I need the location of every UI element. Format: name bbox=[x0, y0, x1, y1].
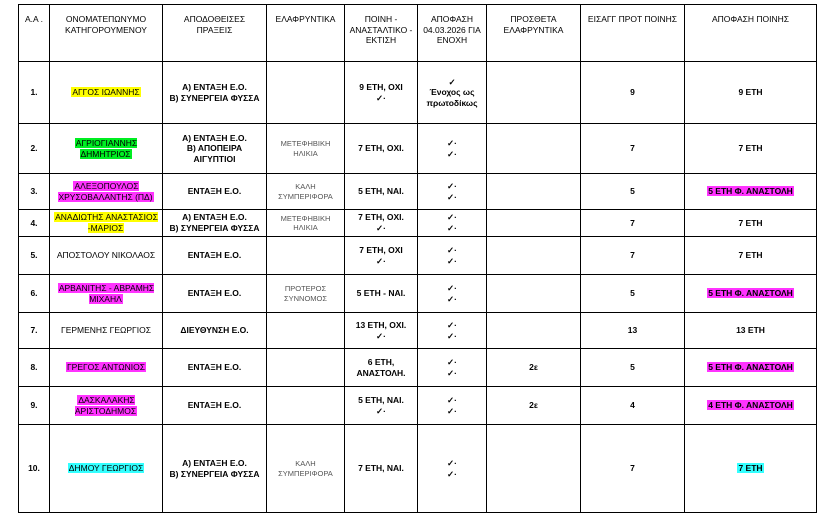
cell-acts bbox=[163, 124, 267, 174]
decision-line: ✓· bbox=[447, 282, 457, 293]
table-body bbox=[19, 62, 817, 513]
decision-line: ✓· bbox=[447, 468, 457, 479]
cell-acts bbox=[163, 210, 267, 237]
cell-penalty bbox=[345, 237, 418, 275]
act-line: ΕΝΤΑΞΗ Ε.Ο. bbox=[187, 362, 242, 373]
cell-extra bbox=[487, 124, 581, 174]
cell-aa: 1. bbox=[19, 62, 50, 124]
defendant-name: ΑΡΒΑΝΙΤΗΣ - ΑΒΡΑΜΗΣ ΜΙΧΑΗΛ bbox=[58, 282, 155, 304]
cell-penalty bbox=[345, 387, 418, 425]
table-row bbox=[19, 425, 817, 513]
cell-prosecutor: 5 bbox=[581, 174, 685, 210]
cell-mitigating: ΚΑΛΗ ΣΥΜΠΕΡΙΦΟΡΑ bbox=[267, 174, 345, 210]
header-penalty: ΠΟΙΝΗ - ΑΝΑΣΤΑΛΤΙΚΟ - ΕΚΤΙΣΗ bbox=[345, 5, 418, 62]
table-row bbox=[19, 124, 817, 174]
penalty-line: 5 ΕΤΗ, ΝΑΙ. bbox=[358, 186, 404, 197]
table-row bbox=[19, 174, 817, 210]
cell-extra bbox=[487, 237, 581, 275]
penalty-line: 7 ΕΤΗ, ΟΧΙ. bbox=[358, 212, 404, 223]
table-row bbox=[19, 387, 817, 425]
cell-final bbox=[685, 174, 817, 210]
act-line: Β) ΣΥΝΕΡΓΕΙΑ ΦΥΣΣΑ bbox=[169, 92, 260, 103]
cell-final bbox=[685, 387, 817, 425]
decision-line: ✓· bbox=[447, 405, 457, 416]
cell-extra bbox=[487, 210, 581, 237]
cell-name bbox=[50, 124, 163, 174]
cell-prosecutor: 9 bbox=[581, 62, 685, 124]
defendant-name: ΑΠΟΣΤΟΛΟΥ ΝΙΚΟΛΑΟΣ bbox=[56, 250, 156, 261]
cell-name bbox=[50, 349, 163, 387]
cell-mitigating: ΠΡΟΤΕΡΟΣ ΣΥΝΝΟΜΟΣ bbox=[267, 275, 345, 313]
penalty-line: 5 ΕΤΗ - ΝΑΙ. bbox=[356, 288, 406, 299]
cell-final bbox=[685, 425, 817, 513]
cell-decision bbox=[418, 387, 487, 425]
cell-extra bbox=[487, 425, 581, 513]
penalty-line: ✓· bbox=[376, 330, 386, 341]
cell-acts bbox=[163, 387, 267, 425]
act-line: ΕΝΤΑΞΗ Ε.Ο. bbox=[187, 288, 242, 299]
header-prosecutor: ΕΙΣΑΓΓ ΠΡΟΤ ΠΟΙΝΗΣ bbox=[581, 5, 685, 62]
decision-line: ✓· bbox=[447, 394, 457, 405]
cell-decision bbox=[418, 237, 487, 275]
cell-extra bbox=[487, 275, 581, 313]
act-line: Β) ΣΥΝΕΡΓΕΙΑ ΦΥΣΣΑ bbox=[169, 223, 260, 233]
cell-aa: 4. bbox=[19, 210, 50, 237]
defendant-name: ΑΛΕΞΟΠΟΥΛΟΣ ΧΡΥΣΟΒΑΛΑΝΤΗΣ (ΠΔ) bbox=[58, 180, 153, 202]
penalty-line: 6 ΕΤΗ, ΑΝΑΣΤΟΛΗ. bbox=[356, 356, 406, 378]
decision-line: ✓· bbox=[447, 244, 457, 255]
cell-acts bbox=[163, 425, 267, 513]
cell-final bbox=[685, 313, 817, 349]
decision-line: ✓· bbox=[447, 180, 457, 191]
decision-line: Ένοχος ως πρωτοδίκως bbox=[426, 87, 478, 108]
cell-aa: 2. bbox=[19, 124, 50, 174]
cell-aa: 5. bbox=[19, 237, 50, 275]
penalty-line: 13 ΕΤΗ, ΟΧΙ. bbox=[355, 319, 407, 330]
act-line: Α) ΕΝΤΑΞΗ Ε.Ο. bbox=[182, 132, 247, 143]
cell-prosecutor: 7 bbox=[581, 237, 685, 275]
cell-decision bbox=[418, 124, 487, 174]
table-row bbox=[19, 349, 817, 387]
decision-line: ✓ bbox=[448, 76, 456, 87]
penalty-line: 7 ΕΤΗ, ΟΧΙ. bbox=[358, 143, 404, 154]
cell-decision bbox=[418, 425, 487, 513]
cell-extra bbox=[487, 62, 581, 124]
penalty-line: ✓· bbox=[376, 223, 386, 233]
final-sentence: 7 ΕΤΗ bbox=[738, 250, 763, 261]
cell-decision bbox=[418, 275, 487, 313]
header-extra: ΠΡΟΣΘΕΤΑ ΕΛΑΦΡΥΝΤΙΚΑ bbox=[487, 5, 581, 62]
penalty-line: 9 ΕΤΗ, ΟΧΙ bbox=[359, 81, 403, 92]
act-line: Β) ΣΥΝΕΡΓΕΙΑ ΦΥΣΣΑ bbox=[169, 468, 260, 479]
cell-mitigating bbox=[267, 62, 345, 124]
cell-penalty bbox=[345, 124, 418, 174]
cell-final bbox=[685, 124, 817, 174]
cell-decision bbox=[418, 174, 487, 210]
cell-prosecutor: 7 bbox=[581, 425, 685, 513]
decision-line: ✓· bbox=[447, 223, 457, 233]
decision-line: ✓· bbox=[447, 330, 457, 341]
act-line: ΕΝΤΑΞΗ Ε.Ο. bbox=[187, 400, 242, 411]
cell-prosecutor: 5 bbox=[581, 349, 685, 387]
defendant-name: ΓΕΡΜΕΝΗΣ ΓΕΩΡΓΙΟΣ bbox=[61, 325, 151, 336]
final-sentence: 9 ΕΤΗ bbox=[738, 87, 763, 98]
cell-prosecutor: 7 bbox=[581, 210, 685, 237]
cell-aa: 3. bbox=[19, 174, 50, 210]
cell-acts bbox=[163, 275, 267, 313]
cell-penalty bbox=[345, 349, 418, 387]
cell-acts bbox=[163, 313, 267, 349]
header-row bbox=[19, 5, 817, 62]
cell-name bbox=[50, 275, 163, 313]
cell-mitigating: ΜΕΤΕΦΗΒΙΚΗ ΗΛΙΚΙΑ bbox=[267, 124, 345, 174]
cell-final bbox=[685, 62, 817, 124]
penalty-line: 5 ΕΤΗ, ΝΑΙ. bbox=[358, 394, 404, 405]
penalty-line: ✓· bbox=[376, 255, 386, 266]
final-sentence: 7 ΕΤΗ bbox=[738, 217, 763, 228]
cell-name bbox=[50, 387, 163, 425]
cell-name bbox=[50, 313, 163, 349]
defendant-name: ΑΓΓΟΣ ΙΩΑΝΝΗΣ bbox=[72, 87, 140, 98]
act-line: Α) ΕΝΤΑΞΗ Ε.Ο. bbox=[182, 81, 247, 92]
header-name: ΟΝΟΜΑΤΕΠΩΝΥΜΟ ΚΑΤΗΓΟΡΟΥΜΕΝΟΥ bbox=[50, 5, 163, 62]
cell-aa: 10. bbox=[19, 425, 50, 513]
decision-line: ✓· bbox=[447, 191, 457, 202]
decision-line: ✓· bbox=[447, 255, 457, 266]
act-line: ΔΙΕΥΘΥΝΣΗ Ε.Ο. bbox=[180, 325, 249, 336]
cell-acts bbox=[163, 62, 267, 124]
penalty-line: 7 ΕΤΗ, ΝΑΙ. bbox=[358, 463, 404, 474]
decision-line: ✓· bbox=[447, 356, 457, 367]
decision-line: ✓· bbox=[447, 212, 457, 223]
cell-prosecutor: 5 bbox=[581, 275, 685, 313]
header-mitigating: ΕΛΑΦΡΥΝΤΙΚΑ bbox=[267, 5, 345, 62]
defendant-name: ΓΡΕΓΟΣ ΑΝΤΩΝΙΟΣ bbox=[66, 362, 146, 373]
cell-mitigating bbox=[267, 313, 345, 349]
cell-acts bbox=[163, 237, 267, 275]
header-final: ΑΠΟΦΑΣΗ ΠΟΙΝΗΣ bbox=[685, 5, 817, 62]
final-sentence: 5 ΕΤΗ Φ. ΑΝΑΣΤΟΛΗ bbox=[708, 362, 793, 373]
cell-prosecutor: 4 bbox=[581, 387, 685, 425]
cell-prosecutor: 7 bbox=[581, 124, 685, 174]
defendant-name: ΔΑΣΚΑΛΑΚΗΣ ΑΡΙΣΤΟΔΗΜΟΣ bbox=[74, 394, 137, 416]
decision-line: ✓· bbox=[447, 137, 457, 148]
final-sentence: 7 ΕΤΗ bbox=[738, 463, 763, 474]
header-acts: ΑΠΟΔΟΘΕΙΣΕΣ ΠΡΑΞΕΙΣ bbox=[163, 5, 267, 62]
cell-name bbox=[50, 210, 163, 237]
cell-extra bbox=[487, 313, 581, 349]
act-line: Α) ΕΝΤΑΞΗ Ε.Ο. bbox=[182, 212, 247, 223]
decision-line: ✓· bbox=[447, 293, 457, 304]
cell-name bbox=[50, 174, 163, 210]
act-line: ΕΝΤΑΞΗ Ε.Ο. bbox=[187, 186, 242, 197]
decision-line: ✓· bbox=[447, 457, 457, 468]
act-line: ΕΝΤΑΞΗ Ε.Ο. bbox=[187, 250, 242, 261]
cell-acts bbox=[163, 349, 267, 387]
penalty-line: ✓· bbox=[376, 405, 386, 416]
table-row bbox=[19, 210, 817, 237]
act-line: Β) ΑΠΟΠΕΙΡΑ ΑΙΓΥΠΤΙΟΙ bbox=[186, 143, 243, 164]
cell-acts bbox=[163, 174, 267, 210]
cell-decision bbox=[418, 349, 487, 387]
cell-mitigating bbox=[267, 349, 345, 387]
cell-prosecutor: 13 bbox=[581, 313, 685, 349]
cell-penalty bbox=[345, 275, 418, 313]
cell-penalty bbox=[345, 425, 418, 513]
cell-penalty bbox=[345, 313, 418, 349]
cell-mitigating: ΚΑΛΗ ΣΥΜΠΕΡΙΦΟΡΑ bbox=[267, 425, 345, 513]
cell-final bbox=[685, 275, 817, 313]
cell-final bbox=[685, 210, 817, 237]
cell-name bbox=[50, 62, 163, 124]
act-line: Α) ΕΝΤΑΞΗ Ε.Ο. bbox=[182, 457, 247, 468]
final-sentence: 13 ΕΤΗ bbox=[736, 325, 765, 336]
cell-final bbox=[685, 349, 817, 387]
cell-mitigating: ΜΕΤΕΦΗΒΙΚΗ ΗΛΙΚΙΑ bbox=[267, 210, 345, 237]
final-sentence: 4 ΕΤΗ Φ. ΑΝΑΣΤΟΛΗ bbox=[708, 400, 793, 411]
cell-final bbox=[685, 237, 817, 275]
cell-aa: 7. bbox=[19, 313, 50, 349]
cell-penalty bbox=[345, 210, 418, 237]
decision-line: ✓· bbox=[447, 148, 457, 159]
decision-line: ✓· bbox=[447, 367, 457, 378]
header-decision: ΑΠΟΦΑΣΗ 04.03.2026 ΓΙΑ ΕΝΟΧΗ bbox=[418, 5, 487, 62]
cell-aa: 9. bbox=[19, 387, 50, 425]
cell-penalty bbox=[345, 174, 418, 210]
cell-penalty bbox=[345, 62, 418, 124]
cell-name bbox=[50, 425, 163, 513]
cell-extra bbox=[487, 174, 581, 210]
cell-decision bbox=[418, 313, 487, 349]
table-row bbox=[19, 313, 817, 349]
cell-decision bbox=[418, 62, 487, 124]
table-row bbox=[19, 62, 817, 124]
cell-extra: 2ε bbox=[487, 349, 581, 387]
cell-mitigating bbox=[267, 387, 345, 425]
header-aa: Α.Α . bbox=[19, 5, 50, 62]
defendant-name: ΑΝΑΔΙΩΤΗΣ ΑΝΑΣΤΑΣΙΟΣ -ΜΑΡΙΟΣ bbox=[55, 212, 158, 233]
cell-mitigating bbox=[267, 237, 345, 275]
final-sentence: 5 ΕΤΗ Φ. ΑΝΑΣΤΟΛΗ bbox=[708, 288, 793, 299]
cell-aa: 8. bbox=[19, 349, 50, 387]
decision-line: ✓· bbox=[447, 319, 457, 330]
defendant-name: ΑΓΡΙΟΓΙΑΝΝΗΣ ΔΗΜΗΤΡΙΟΣ bbox=[75, 137, 138, 159]
cell-extra: 2ε bbox=[487, 387, 581, 425]
cell-name bbox=[50, 237, 163, 275]
table-row bbox=[19, 275, 817, 313]
defendants-table bbox=[18, 4, 817, 513]
cell-aa: 6. bbox=[19, 275, 50, 313]
table-row bbox=[19, 237, 817, 275]
final-sentence: 7 ΕΤΗ bbox=[738, 143, 763, 154]
cell-decision bbox=[418, 210, 487, 237]
penalty-line: ✓· bbox=[376, 92, 386, 103]
penalty-line: 7 ΕΤΗ, ΟΧΙ bbox=[359, 244, 403, 255]
final-sentence: 5 ΕΤΗ Φ. ΑΝΑΣΤΟΛΗ bbox=[708, 186, 793, 197]
defendant-name: ΔΗΜΟΥ ΓΕΩΡΓΙΟΣ bbox=[68, 463, 144, 474]
